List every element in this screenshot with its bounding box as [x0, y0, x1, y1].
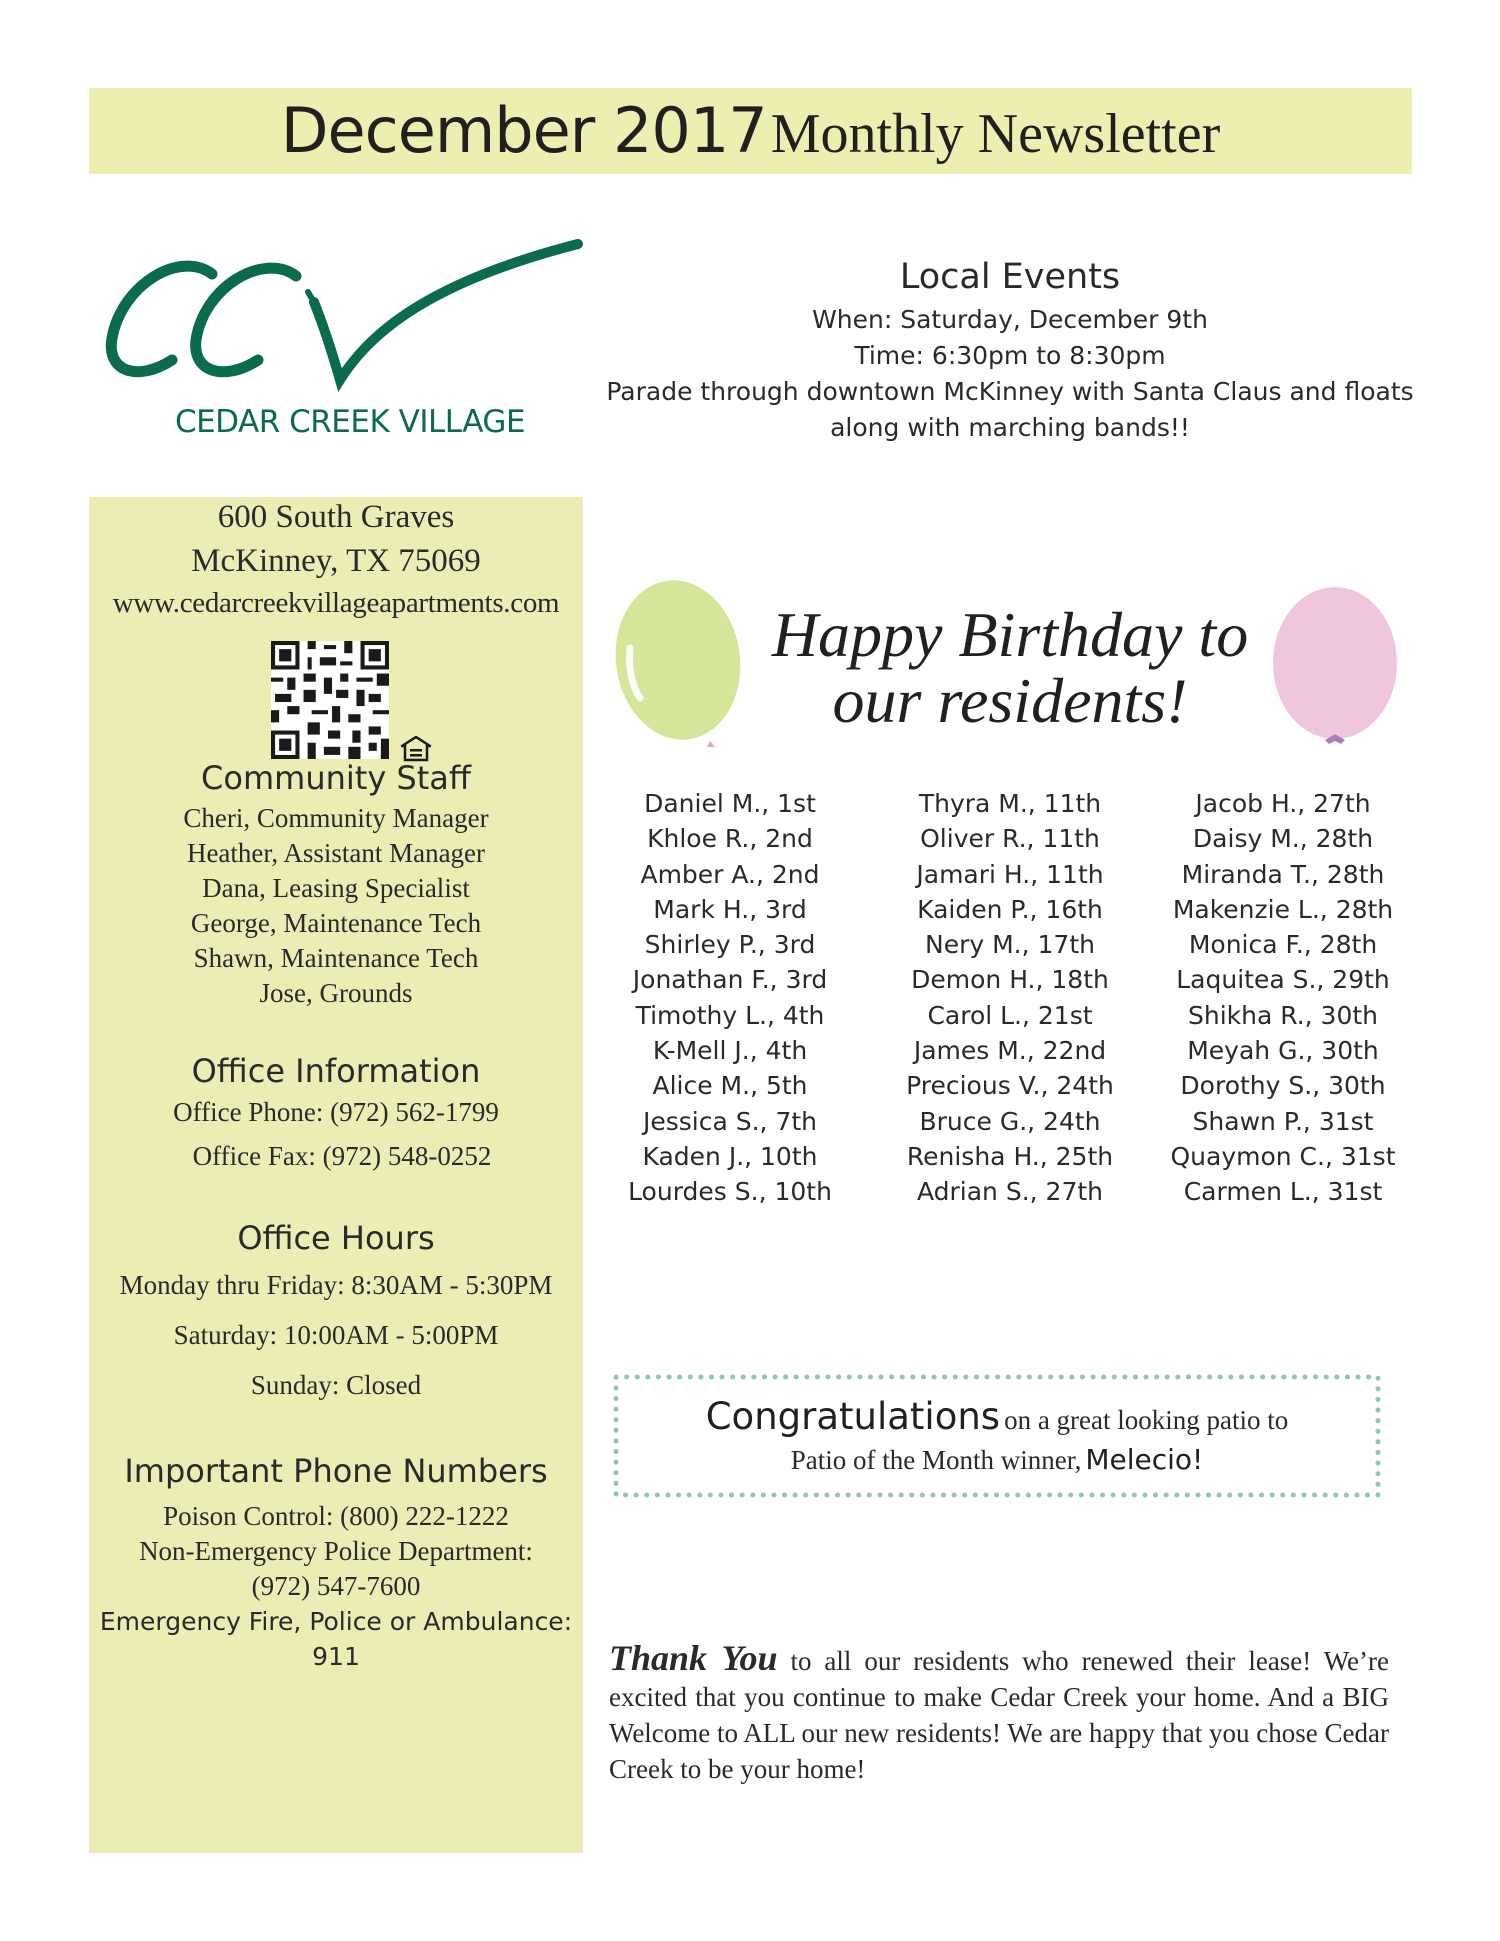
birthday-entry: Bruce G., 24th: [919, 1106, 1101, 1136]
address-line-1: 600 South Graves: [217, 499, 455, 535]
birthday-entry: Thyra M., 11th: [918, 789, 1102, 818]
birthday-column-1: [600, 786, 860, 1210]
events-desc-line-1: Parade through downtown McKinney with Santa Claus and floats: [606, 377, 1414, 406]
birthday-entry: Nery M., 17th: [925, 930, 1095, 960]
birthday-entry: Jessica S., 7th: [642, 1106, 818, 1136]
birthday-entry: Adrian S., 27th: [916, 1177, 1104, 1207]
office-hours-heading: Office Hours: [237, 1219, 435, 1257]
birthday-entry: Timothy L., 4th: [635, 1000, 825, 1030]
staff-heading: Community Staff: [201, 759, 471, 797]
staff-member: Jose, Grounds: [259, 978, 413, 1008]
birthday-entry: Kaiden P., 16th: [917, 894, 1103, 924]
birthday-entry: Shawn P., 31st: [1192, 1106, 1374, 1136]
staff-member: Shawn, Maintenance Tech: [193, 943, 479, 973]
events-heading: Local Events: [899, 257, 1121, 297]
birthday-entry: Alice M., 5th: [652, 1071, 808, 1101]
birthday-entry: Lourdes S., 10th: [628, 1177, 832, 1207]
congrats-line-1: [612, 1395, 1382, 1438]
office-fax: Office Fax: (972) 548-0252: [192, 1141, 492, 1171]
birthday-column-3: [1153, 786, 1413, 1210]
birthday-entry: Khloe R., 2nd: [647, 824, 813, 854]
birthday-title: [740, 599, 1280, 736]
staff-member: George, Maintenance Tech: [190, 908, 482, 938]
birthday-entry: Makenzie L., 28th: [1172, 894, 1394, 924]
staff-member: Dana, Leasing Specialist: [202, 873, 470, 903]
events-when: When: Saturday, December 9th: [812, 305, 1208, 334]
congrats-line-2: [612, 1443, 1382, 1476]
birthday-entry: Jamari H., 11th: [916, 859, 1104, 889]
ccv-logo-mark-icon: [100, 232, 590, 412]
birthday-entry: James M., 22nd: [913, 1036, 1107, 1066]
congrats-text: on a great looking patio to: [1004, 1405, 1289, 1435]
staff-member: Heather, Assistant Manager: [186, 838, 486, 868]
birthday-title-line-2: our residents!: [832, 665, 1188, 736]
birthday-entry: Miranda T., 28th: [1181, 859, 1385, 889]
birthday-entry: Dorothy S., 30th: [1180, 1071, 1386, 1101]
office-info-heading: Office Information: [191, 1052, 481, 1090]
thank-you-lead: Thank You: [609, 1638, 778, 1678]
birthday-entry: Precious V., 24th: [906, 1071, 1114, 1101]
birthday-entry: Laquitea S., 29th: [1176, 965, 1390, 995]
birthday-entry: Mark H., 3rd: [653, 894, 807, 924]
birthday-entry: Jacob H., 27th: [1195, 789, 1371, 818]
staff-member: Cheri, Community Manager: [183, 803, 489, 833]
congrats-heading: Congratulations: [705, 1395, 1001, 1438]
address-line-2: McKinney, TX 75069: [191, 543, 481, 579]
birthday-entry: Jonathan F., 3rd: [632, 965, 828, 995]
thank-you-body: to all our residents who renewed their lease! We’re excited that you continue to make Cedar Creek your home. And a BIG Welcome to ALL our new residents! We are happy that you chose Cedar Creek to be your home!: [609, 1646, 1389, 1784]
birthday-entry: Demon H., 18th: [911, 965, 1109, 995]
green-balloon-icon: [610, 578, 750, 758]
birthday-entry: Carmen L., 31st: [1183, 1177, 1383, 1207]
birthday-entry: Shikha R., 30th: [1187, 1000, 1379, 1030]
hours-saturday: Saturday: 10:00AM - 5:00PM: [173, 1320, 499, 1350]
police-number: (972) 547-7600: [251, 1571, 421, 1601]
birthday-entry: Amber A., 2nd: [640, 859, 820, 889]
hours-sunday: Sunday: Closed: [250, 1370, 422, 1400]
poison-control: Poison Control: (800) 222-1222: [163, 1501, 509, 1531]
birthday-entry: Kaden J., 10th: [642, 1141, 818, 1171]
events-desc-line-2: along with marching bands!!: [830, 413, 1190, 442]
birthday-entry: Meyah G., 30th: [1187, 1036, 1379, 1066]
hours-weekdays: Monday thru Friday: 8:30AM - 5:30PM: [119, 1270, 553, 1300]
sidebar: [89, 497, 583, 1853]
emergency-label: Emergency Fire, Police or Ambulance:: [99, 1607, 573, 1636]
birthday-title-line-1: Happy Birthday to: [771, 599, 1249, 670]
newsletter-header: [89, 88, 1412, 174]
birthday-entry: Monica F., 28th: [1188, 930, 1378, 960]
local-events: [600, 252, 1420, 446]
header-title: Monthly Newsletter: [770, 103, 1221, 165]
birthday-entry: Quaymon C., 31st: [1170, 1141, 1396, 1171]
birthday-entry: Oliver R., 11th: [920, 824, 1100, 854]
birthday-entry: K-Mell J., 4th: [652, 1036, 808, 1066]
thank-you-paragraph: [609, 1640, 1389, 1787]
emergency-number: 911: [312, 1642, 360, 1671]
ccv-logo: [100, 232, 590, 452]
congratulations-box: [612, 1373, 1382, 1499]
pink-balloon-icon: [1270, 585, 1410, 765]
events-time: Time: 6:30pm to 8:30pm: [854, 341, 1166, 370]
birthday-entry: Daniel M., 1st: [644, 789, 816, 818]
police-label: Non-Emergency Police Department:: [139, 1536, 533, 1566]
birthday-entry: Carol L., 21st: [927, 1000, 1093, 1030]
congrats-winner-label: Patio of the Month winner,: [790, 1445, 1082, 1475]
office-phone: Office Phone: (972) 562-1799: [173, 1097, 499, 1127]
website-link[interactable]: www.cedarcreekvillageapartments.com: [112, 587, 560, 619]
qr-code-icon: [271, 641, 389, 759]
birthday-entry: Renisha H., 25th: [906, 1141, 1114, 1171]
congrats-winner-name: Melecio!: [1085, 1443, 1204, 1476]
birthday-column-2: [880, 786, 1140, 1210]
birthday-entry: Shirley P., 3rd: [644, 930, 816, 960]
phones-heading: Important Phone Numbers: [124, 1452, 548, 1490]
birthday-entry: Daisy M., 28th: [1192, 824, 1374, 854]
header-date: December 2017: [280, 94, 767, 167]
logo-name: CEDAR CREEK VILLAGE: [174, 404, 526, 440]
